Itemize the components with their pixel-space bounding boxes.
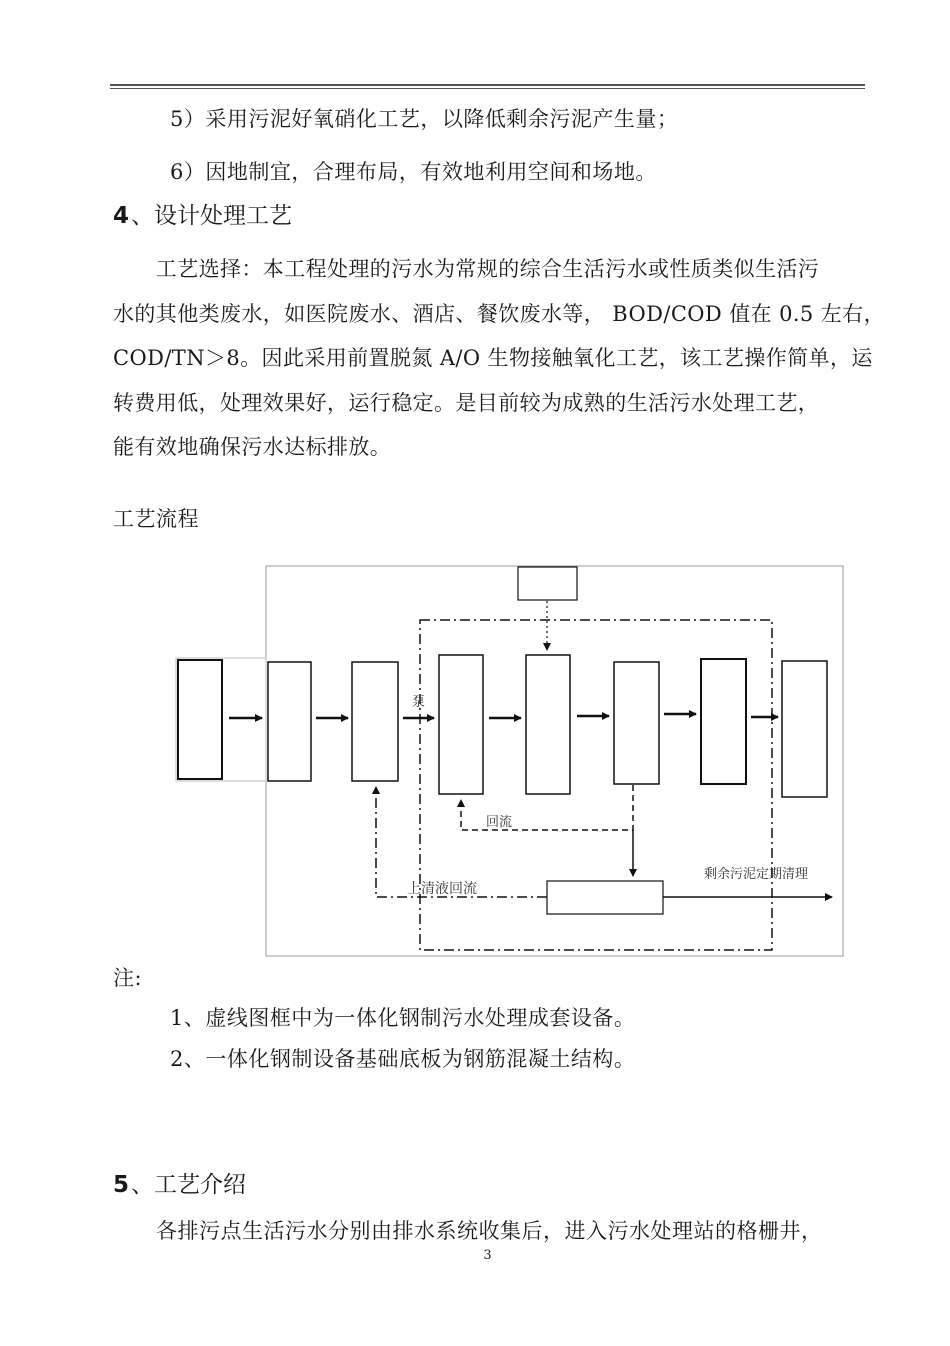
- process-box-2: [268, 662, 311, 781]
- process-box-5: [526, 655, 570, 794]
- flow-label: 工艺流程: [113, 507, 199, 531]
- paragraph-line: 工艺选择：本工程处理的污水为常规的综合生活污水或性质类似生活污: [113, 257, 820, 281]
- page-number: 3: [483, 1248, 492, 1263]
- section-5-number: 5: [113, 1172, 130, 1198]
- section-5-first-line: 各排污点生活污水分别由排水系统收集后，进入污水处理站的格栅井，: [113, 1219, 823, 1243]
- section-5-separator: 、: [131, 1172, 155, 1198]
- list-item-6: 6）因地制宜，合理布局，有效地利用空间和场地。: [170, 160, 657, 184]
- paragraph-line: 能有效地确保污水达标排放。: [113, 435, 392, 459]
- paragraph-line: 水的其他类废水，如医院废水、酒店、餐饮废水等， BOD/COD 值在 0.5 左右，: [113, 301, 885, 326]
- process-box-3: [352, 662, 398, 781]
- note-2: 2、一体化钢制设备基础底板为钢筋混凝土结构。: [170, 1047, 636, 1071]
- process-box-1: [178, 660, 222, 779]
- blower-box: [518, 567, 577, 600]
- process-box-7: [701, 659, 746, 784]
- note-1: 1、虚线图框中为一体化钢制污水处理成套设备。: [170, 1006, 636, 1030]
- section-5-title: 工艺介绍: [154, 1172, 247, 1198]
- return-label: 回流: [486, 815, 513, 830]
- section-4-number: 4: [113, 203, 130, 229]
- sludge-label: 剩余污泥定期清理: [704, 867, 809, 882]
- paragraph-line: COD/TN＞8。因此采用前置脱氮 A/O 生物接触氧化工艺，该工艺操作简单，运: [113, 346, 873, 370]
- process-box-8: [782, 661, 827, 797]
- section-5-heading: [113, 1166, 246, 1199]
- sludge-tank-box: [547, 881, 663, 914]
- process-box-4: [439, 655, 483, 794]
- process-box-6: [614, 662, 659, 784]
- section-4-separator: 、: [131, 203, 155, 229]
- pump-label: 泵: [412, 695, 426, 710]
- list-item-5: 5）采用污泥好氧硝化工艺，以降低剩余污泥产生量；: [170, 107, 679, 131]
- supernatant-return-label: 上清液回流: [407, 881, 477, 897]
- paragraph-line: 转费用低，处理效果好，运行稳定。是目前较为成熟的生活污水处理工艺，: [113, 390, 820, 415]
- notes-label: 注:: [113, 966, 143, 990]
- section-4-title: 设计处理工艺: [154, 203, 293, 229]
